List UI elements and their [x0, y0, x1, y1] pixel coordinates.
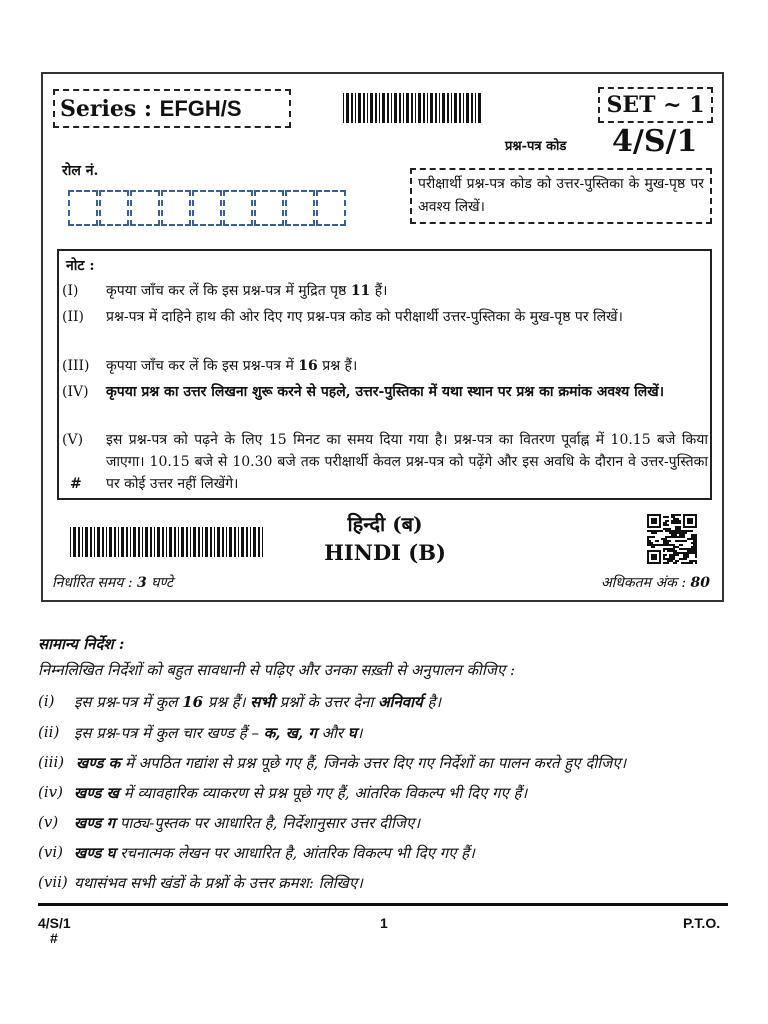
- advice-box: परीक्षार्थी प्रश्न-पत्र कोड को उत्तर-पुस्तिका के मुख-पृष्ठ पर अवश्य लिखें।: [410, 168, 712, 224]
- instruction-number: (vi): [38, 843, 63, 861]
- instruction-number: (ii): [38, 723, 60, 741]
- time-allowed: निर्धारित समय : 3 घण्टे: [52, 575, 174, 591]
- note-title: नोट :: [66, 258, 95, 274]
- set-box: SET ~ 1: [598, 87, 713, 123]
- note-item-number: (V): [62, 432, 84, 448]
- note-item-text: कृपया जाँच कर लें कि इस प्रश्न-पत्र में 16 प्रश्न हैं।: [106, 358, 358, 374]
- subject-hindi: हिन्दी (ब): [347, 512, 423, 536]
- note-item-number: (II): [62, 309, 84, 325]
- note-item-text: कृपया प्रश्न का उत्तर लिखना शुरू करने से पहले, उत्तर-पुस्तिका में यथा स्थान पर प्रश्न का क्रमांक अवश्य लिखें।: [106, 384, 665, 400]
- series-label: Series :: [60, 96, 160, 122]
- roll-number-box: [130, 190, 160, 226]
- maximum-marks: अधिकतम अंक : 80: [600, 575, 710, 591]
- roll-number-box: [99, 190, 129, 226]
- note-item-number: (IV): [62, 384, 89, 400]
- roll-number-box: [316, 190, 346, 226]
- note-item-text: इस प्रश्न-पत्र को पढ़ने के लिए 15 मिनट का समय दिया गया है। प्रश्न-पत्र का वितरण पूर्वाह्न में 10.15 बजे किया जाएगा। 10.15 बजे से 10.30 बजे तक परीक्षार्थी केवल प्रश्न-पत्र को पढ़ेंगे और इस अवधि के दौरान वे उत्तर-पुस्तिका पर कोई उत्तर नहीं लिखेंगे।: [106, 432, 708, 492]
- note-item-text: प्रश्न-पत्र में दाहिने हाथ की ओर दिए गए प्रश्न-पत्र कोड को परीक्षार्थी उत्तर-पुस्तिका के मुख-पृष्ठ पर लिखें।: [106, 309, 623, 325]
- question-code: 4/S/1: [612, 124, 698, 159]
- note-item-number: (I): [62, 283, 79, 299]
- instruction-number: (iv): [38, 783, 63, 801]
- instructions-intro: निम्नलिखित निर्देशों को बहुत सावधानी से पढ़िए और उनका सख़्ती से अनुपालन कीजिए :: [38, 661, 516, 679]
- instructions-title: सामान्य निर्देश :: [38, 635, 125, 653]
- footer-rule: [38, 903, 728, 906]
- note-item-number: (III): [62, 358, 90, 374]
- roll-number-box: [223, 190, 253, 226]
- instruction-number: (vii): [38, 873, 68, 891]
- roll-number-box: [285, 190, 315, 226]
- instruction-text: इस प्रश्न-पत्र में कुल 16 प्रश्न हैं। सभी प्रश्नों के उत्तर देना अनिवार्य है।: [74, 693, 442, 711]
- footer-code: 4/S/1: [38, 915, 71, 931]
- instruction-text: खण्ड घ रचनात्मक लेखन पर आधारित है, आंतरिक विकल्प भी दिए गए हैं।: [74, 844, 475, 862]
- page-number: 1: [380, 915, 388, 931]
- instruction-text: खण्ड ग पाठ्य-पुस्तक पर आधारित है, निर्देशानुसार उत्तर दीजिए।: [74, 814, 421, 832]
- roll-number-box: [254, 190, 284, 226]
- instruction-text: खण्ड क में अपठित गद्यांश से प्रश्न पूछे गए हैं, जिनके उत्तर दिए गए निर्देशों का पालन करते हुए दीजिए।: [76, 754, 627, 772]
- note-item-text: कृपया जाँच कर लें कि इस प्रश्न-पत्र में मुद्रित पृष्ठ 11 हैं।: [106, 283, 388, 299]
- roll-number-box: [68, 190, 98, 226]
- instruction-text: यथासंभव सभी खंडों के प्रश्नों के उत्तर क्रमश: लिखिए।: [74, 874, 363, 892]
- instruction-text: खण्ड ख में व्यावहारिक व्याकरण से प्रश्न पूछे गए हैं, आंतरिक विकल्प भी दिए गए हैं।: [74, 784, 528, 802]
- qr-code: [647, 514, 697, 564]
- series-box: [53, 89, 291, 128]
- instruction-number: (i): [38, 692, 55, 710]
- roll-number-box: [161, 190, 191, 226]
- question-code-label: प्रश्न-पत्र कोड: [505, 139, 567, 154]
- top-barcode: [343, 93, 483, 123]
- footer-hash-mark: #: [50, 930, 58, 946]
- bottom-barcode: [70, 527, 266, 557]
- subject-english: HINDI (B): [324, 540, 446, 565]
- instruction-text: इस प्रश्न-पत्र में कुल चार खण्ड हैं – क, ख, ग और घ।: [74, 724, 363, 742]
- instruction-number: (v): [38, 813, 59, 831]
- roll-number-box: [192, 190, 222, 226]
- roll-number-label: रोल नं.: [62, 163, 99, 179]
- hash-mark: #: [70, 476, 82, 492]
- instruction-number: (iii): [38, 753, 65, 771]
- pto-label: P.T.O.: [683, 915, 721, 931]
- series-code: EFGH/S: [159, 96, 242, 121]
